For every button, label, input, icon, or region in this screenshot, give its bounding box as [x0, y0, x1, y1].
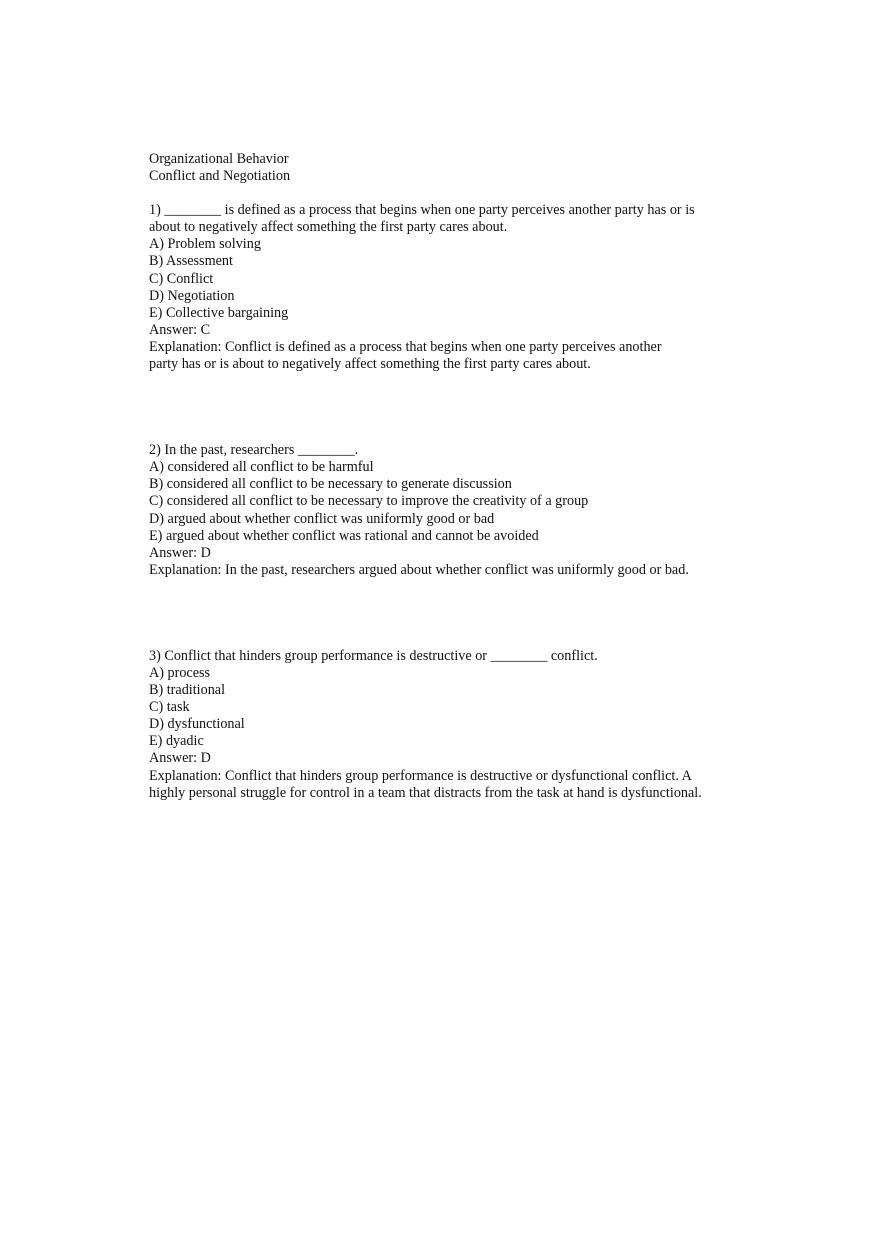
option-b: B) Assessment	[149, 253, 233, 270]
option-d: D) dysfunctional	[149, 716, 245, 733]
question-3	[149, 648, 749, 802]
option-d: D) Negotiation	[149, 287, 235, 304]
answer-options	[149, 236, 749, 321]
answer-key: Answer: D	[149, 750, 211, 767]
option-a: A) considered all conflict to be harmful	[149, 459, 374, 476]
explanation: Explanation: In the past, researchers argued about whether conflict was uniformly good or bad.	[149, 561, 689, 578]
chapter-title: Conflict and Negotiation	[149, 168, 291, 185]
explanation-continued: party has or is about to negatively affect something the first party cares about.	[149, 356, 591, 373]
answer-options	[149, 665, 749, 750]
course-title: Organizational Behavior	[149, 151, 289, 167]
question-stem: 1) ________ is defined as a process that begins when one party perceives another party has or is	[149, 202, 695, 219]
option-c: C) task	[149, 699, 190, 716]
explanation-continued: highly personal struggle for control in a team that distracts from the task at hand is dysfunctional.	[149, 784, 702, 801]
option-e: E) Collective bargaining	[149, 304, 289, 321]
option-a: A) Problem solving	[149, 236, 261, 253]
answer-key: Answer: D	[149, 544, 211, 561]
question-2	[149, 442, 749, 579]
question-1	[149, 202, 749, 373]
question-stem-continued: about to negatively affect something the first party cares about.	[149, 219, 508, 236]
document-page	[149, 151, 749, 802]
option-e: E) argued about whether conflict was rational and cannot be avoided	[149, 527, 539, 544]
explanation: Explanation: Conflict that hinders group performance is destructive or dysfunctional conflict. A	[149, 767, 692, 784]
question-stem: 3) Conflict that hinders group performance is destructive or ________ conflict.	[149, 647, 598, 664]
answer-key: Answer: C	[149, 321, 211, 338]
option-e: E) dyadic	[149, 733, 204, 750]
option-b: B) considered all conflict to be necessary to generate discussion	[149, 476, 512, 493]
option-c: C) considered all conflict to be necessary to improve the creativity of a group	[149, 493, 589, 510]
option-d: D) argued about whether conflict was uniformly good or bad	[149, 510, 495, 527]
document-header	[149, 151, 749, 185]
option-c: C) Conflict	[149, 270, 214, 287]
explanation: Explanation: Conflict is defined as a process that begins when one party perceives another	[149, 338, 662, 355]
question-stem: 2) In the past, researchers ________.	[149, 442, 359, 459]
answer-options	[149, 459, 749, 544]
option-b: B) traditional	[149, 682, 226, 699]
option-a: A) process	[149, 664, 211, 681]
